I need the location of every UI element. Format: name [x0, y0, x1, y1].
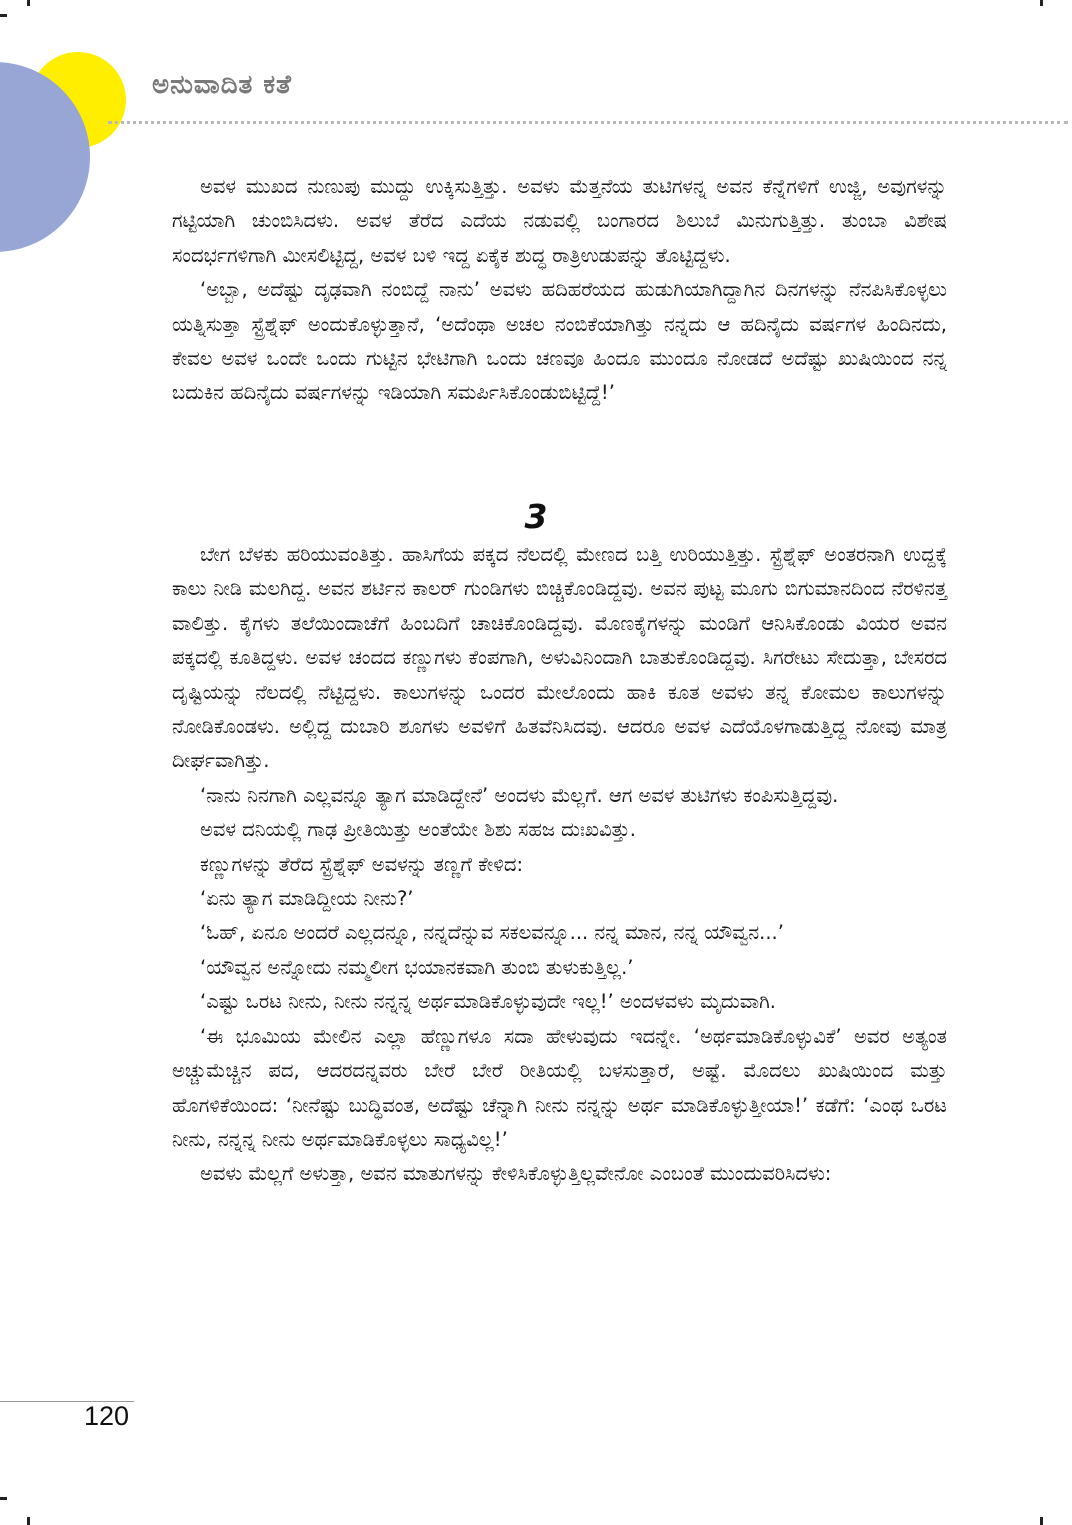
paragraph: ‘ನಾನು ನಿನಗಾಗಿ ಎಲ್ಲವನ್ನೂ ತ್ಯಾಗ ಮಾಡಿದ್ದೇನೆ’ ಅಂದಳು ಮೆಲ್ಲಗೆ. ಆಗ ಅವಳ ತುಟಿಗಳು ಕಂಪಿಸುತ್ತಿದ್ದವು.	[200, 783, 839, 807]
crop-mark	[1040, 0, 1043, 6]
paragraph: ಕಣ್ಣುಗಳನ್ನು ತೆರೆದ ಸ್ಟ್ರೆಶ್ನೆಫ್ ಅವಳನ್ನು ತಣ್ಣಗೆ ಕೇಳಿದ:	[200, 852, 524, 876]
paragraph: ಅವಳ ಮುಖದ ನುಣುಪು ಮುದ್ದು ಉಕ್ಕಿಸುತ್ತಿತ್ತು. ಅವಳು ಮೆತ್ತನೆಯ ತುಟಿಗಳನ್ನ ಅವನ ಕೆನ್ನೆಗಳಿಗೆ ಉಜ್ಜಿ, ಅವುಗಳನ್ನು ಗಟ್ಟಿಯಾಗಿ ಚುಂಬಿಸಿದಳು. ಅವಳ ತೆರೆದ ಎದೆಯ ನಡುವಲ್ಲಿ ಬಂಗಾರದ ಶಿಲುಬೆ ಮಿನುಗುತ್ತಿತ್ತು. ತುಂಬಾ ವಿಶೇಷ ಸಂದರ್ಭಗಳಿಗಾಗಿ ಮೀಸಲಿಟ್ಟಿದ್ದ, ಅವಳ ಬಳಿ ಇದ್ದ ಏಕೈಕ ಶುದ್ಧ ರಾತ್ರಿಉಡುಪನ್ನು ತೊಟ್ಟಿದ್ದಳು.	[172, 175, 947, 267]
paragraph: ‘ಅಬ್ಬಾ, ಅದೆಷ್ಟು ದೃಢವಾಗಿ ನಂಬಿದ್ದೆ ನಾನು’ ಅವಳು ಹದಿಹರೆಯದ ಹುಡುಗಿಯಾಗಿದ್ದಾಗಿನ ದಿನಗಳನ್ನು ನೆನಪಿಸಿಕೊಳ್ಳಲು ಯತ್ನಿಸುತ್ತಾ ಸ್ಟ್ರೆಶ್ನೆಫ್ ಅಂದುಕೊಳ್ಳುತ್ತಾನೆ, ‘ಅದೆಂಥಾ ಅಚಲ ನಂಬಿಕೆಯಾಗಿತ್ತು ನನ್ನದು ಆ ಹದಿನೈದು ವರ್ಷಗಳ ಹಿಂದಿನದು, ಕೇವಲ ಅವಳ ಒಂದೇ ಒಂದು ಗುಟ್ಟಿನ ಭೇಟಿಗಾಗಿ ಒಂದು ಚಣವೂ ಹಿಂದೂ ಮುಂದೂ ನೋಡದೆ ಅದೆಷ್ಟು ಖುಷಿಯಿಂದ ನನ್ನ ಬದುಕಿನ ಹದಿನೈದು ವರ್ಷಗಳನ್ನು ಇಡಿಯಾಗಿ ಸಮರ್ಪಿಸಿಕೊಂಡುಬಿಟ್ಟಿದ್ದೆ!’	[172, 278, 947, 405]
paragraph: ‘ಈ ಭೂಮಿಯ ಮೇಲಿನ ಎಲ್ಲಾ ಹೆಣ್ಣುಗಳೂ ಸದಾ ಹೇಳುವುದು ಇದನ್ನೇ. ‘ಅರ್ಥಮಾಡಿಕೊಳ್ಳುವಿಕೆ’ ಅವರ ಅತ್ಯಂತ ಅಚ್ಚುಮೆಚ್ಚಿನ ಪದ, ಆದರದನ್ನವರು ಬೇರೆ ಬೇರೆ ರೀತಿಯಲ್ಲಿ ಬಳಸುತ್ತಾರೆ, ಅಷ್ಟೆ. ಮೊದಲು ಖುಷಿಯಿಂದ ಮತ್ತು ಹೊಗಳಿಕೆಯಿಂದ: ‘ನೀನೆಷ್ಟು ಬುದ್ಧಿವಂತ, ಅದೆಷ್ಟು ಚೆನ್ನಾಗಿ ನೀನು ನನ್ನನ್ನು ಅರ್ಥ ಮಾಡಿಕೊಳ್ಳುತ್ತೀಯಾ!’ ಕಡೆಗೆ: ‘ಎಂಥ ಒರಟ ನೀನು, ನನ್ನನ್ನ ನೀನು ಅರ್ಥಮಾಡಿಕೊಳ್ಳಲು ಸಾಧ್ಯವಿಲ್ಲ!’	[172, 1024, 947, 1151]
chapter-section-number: 3	[524, 497, 548, 536]
header-decoration	[0, 0, 200, 260]
paragraph: ಅವಳ ದನಿಯಲ್ಲಿ ಗಾಢ ಪ್ರೀತಿಯಿತ್ತು ಅಂತೆಯೇ ಶಿಶು ಸಹಜ ದುಃಖವಿತ್ತು.	[200, 818, 636, 842]
text-block-bottom	[172, 538, 947, 1192]
paragraph: ಬೇಗ ಬೆಳಕು ಹರಿಯುವಂತಿತ್ತು. ಹಾಸಿಗೆಯ ಪಕ್ಕದ ನೆಲದಲ್ಲಿ ಮೇಣದ ಬತ್ತಿ ಉರಿಯುತ್ತಿತ್ತು. ಸ್ಟ್ರೆಶ್ನೆಫ್ ಅಂತರನಾಗಿ ಉದ್ದಕ್ಕೆ ಕಾಲು ನೀಡಿ ಮಲಗಿದ್ದ. ಅವನ ಶರ್ಟಿನ ಕಾಲರ್ ಗುಂಡಿಗಳು ಬಿಚ್ಚಿಕೊಂಡಿದ್ದವು. ಅವನ ಪುಟ್ಟ ಮೂಗು ಬಿಗುಮಾನದಿಂದ ನೆರಳಿನತ್ತ ವಾಲಿತ್ತು. ಕೈಗಳು ತಲೆಯಿಂದಾಚೆಗೆ ಹಿಂಬದಿಗೆ ಚಾಚಿಕೊಂಡಿದ್ದವು. ಮೊಣಕೈಗಳನ್ನು ಮಂಡಿಗೆ ಆನಿಸಿಕೊಂಡು ವಿಯರ ಅವನ ಪಕ್ಕದಲ್ಲಿ ಕೂತಿದ್ದಳು. ಅವಳ ಚಂದದ ಕಣ್ಣುಗಳು ಕೆಂಪಗಾಗಿ, ಅಳುವಿನಿಂದಾಗಿ ಬಾತುಕೊಂಡಿದ್ದವು. ಸಿಗರೇಟು ಸೇದುತ್ತಾ, ಬೇಸರದ ದೃಷ್ಟಿಯನ್ನು ನೆಲದಲ್ಲಿ ನೆಟ್ಟಿದ್ದಳು. ಕಾಲುಗಳನ್ನು ಒಂದರ ಮೇಲೊಂದು ಹಾಕಿ ಕೂತ ಅವಳು ತನ್ನ ಕೋಮಲ ಕಾಲುಗಳನ್ನು ನೋಡಿಕೊಂಡಳು. ಅಲ್ಲಿದ್ದ ದುಬಾರಿ ಶೂಗಳು ಅವಳಿಗೆ ಹಿತವೆನಿಸಿದವು. ಆದರೂ ಅವಳ ಎದೆಯೊಳಗಾಡುತ್ತಿದ್ದ ನೋವು ಮಾತ್ರ ದೀರ್ಘವಾಗಿತ್ತು.	[172, 543, 947, 773]
text-block-top	[172, 170, 947, 411]
paragraph: ‘ಓಹ್, ಏನೂ ಅಂದರೆ ಎಲ್ಲದನ್ನೂ, ನನ್ನದೆನ್ನುವ ಸಕಲವನ್ನೂ... ನನ್ನ ಮಾನ, ನನ್ನ ಯೌವ್ವನ...’	[200, 921, 784, 945]
paragraph: ‘ಎಷ್ಟು ಒರಟ ನೀನು, ನೀನು ನನ್ನನ್ನ ಅರ್ಥಮಾಡಿಕೊಳ್ಳುವುದೇ ಇಲ್ಲ!’ ಅಂದಳವಳು ಮೃದುವಾಗಿ.	[200, 990, 776, 1014]
section-header-title: ಅನುವಾದಿತ ಕತೆ	[152, 70, 292, 100]
page-number: 120	[84, 1401, 130, 1431]
paragraph: ‘ಏನು ತ್ಯಾಗ ಮಾಡಿದ್ದೀಯ ನೀನು?’	[200, 887, 414, 911]
crop-mark	[0, 1497, 7, 1500]
paragraph: ಅವಳು ಮೆಲ್ಲಗೆ ಅಳುತ್ತಾ, ಅವನ ಮಾತುಗಳನ್ನು ಕೇಳಿಸಿಕೊಳ್ಳುತ್ತಿಲ್ಲವೇನೋ ಎಂಬಂತೆ ಮುಂದುವರಿಸಿದಳು:	[200, 1162, 832, 1186]
header-dotted-rule	[108, 121, 1068, 124]
crop-mark	[1040, 1517, 1043, 1525]
crop-mark	[27, 1517, 30, 1525]
paragraph: ‘ಯೌವ್ವನ ಅನ್ನೋದು ನಮ್ಮಲೀಗ ಭಯಾನಕವಾಗಿ ತುಂಬಿ ತುಳುಕುತ್ತಿಲ್ಲ.’	[200, 955, 634, 979]
